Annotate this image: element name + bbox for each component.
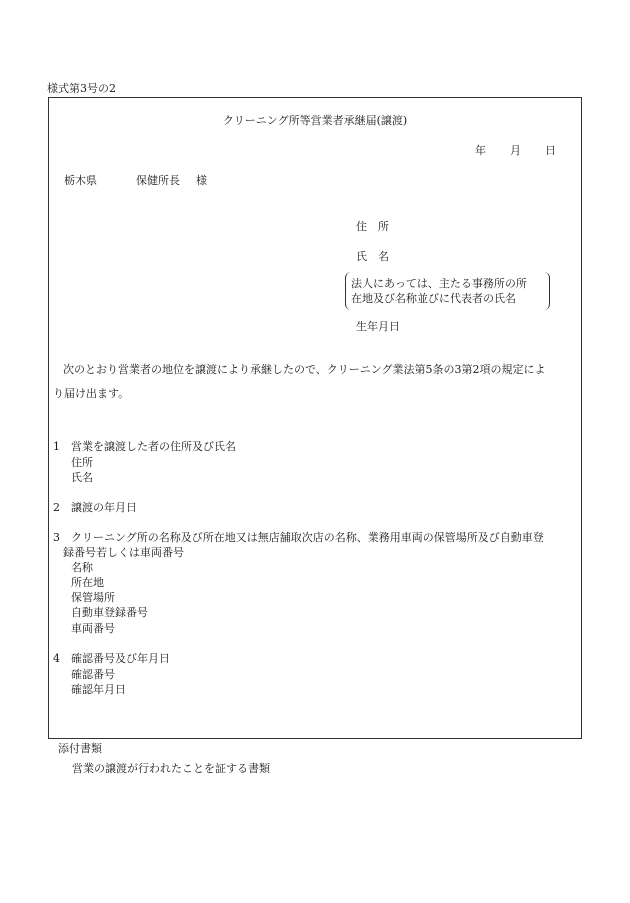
- attachments-item: 営業の譲渡が行われたことを証する書類: [72, 762, 270, 775]
- item3-title-line1: クリーニング所の名称及び所在地又は無店舗取次店の名称、業務用車両の保管場所及び自動車登: [71, 531, 544, 544]
- date-month-label: 月: [510, 144, 521, 157]
- attachments-label: 添付書類: [58, 742, 102, 755]
- birthdate-label: 生年月日: [356, 320, 400, 333]
- item3-registration-label: 自動車登録番号: [71, 606, 148, 619]
- date-day-label: 日: [545, 144, 556, 157]
- item1-number: 1: [53, 440, 60, 453]
- page-title: クリーニング所等営業者承継届(譲渡): [222, 114, 408, 127]
- corporate-note-line2: 在地及び名称並びに代表者の氏名: [351, 292, 516, 305]
- item3-vehicle-number-label: 車両番号: [71, 622, 115, 635]
- item2-number: 2: [53, 501, 60, 514]
- addressee-honorific: 様: [196, 174, 207, 187]
- form-frame: [48, 97, 582, 739]
- form-number: 様式第3号の2: [47, 82, 116, 95]
- body-text-line1: 次のとおり営業者の地位を譲渡により承継したので、クリーニング業法第5条の3第2項の規定によ: [63, 363, 546, 376]
- addressee-office: 保健所長: [136, 174, 180, 187]
- item2-title: 譲渡の年月日: [71, 501, 137, 514]
- item4-number: 4: [53, 652, 60, 665]
- item1-title: 営業を譲渡した者の住所及び氏名: [71, 440, 236, 453]
- item4-confirmation-date-label: 確認年月日: [71, 683, 126, 696]
- item4-title: 確認番号及び年月日: [71, 652, 170, 665]
- item3-location-label: 所在地: [71, 576, 104, 589]
- date-year-label: 年: [475, 144, 486, 157]
- body-text-line2: り届け出ます。: [53, 387, 130, 400]
- address-label: 住 所: [356, 220, 389, 233]
- item1-name-label: 氏名: [71, 471, 93, 484]
- name-label: 氏 名: [356, 250, 389, 263]
- item3-facility-name-label: 名称: [71, 561, 93, 574]
- addressee-prefecture: 栃木県: [64, 174, 97, 187]
- item4-confirmation-number-label: 確認番号: [71, 668, 115, 681]
- item3-storage-label: 保管場所: [71, 591, 115, 604]
- item3-title-line2: 録番号若しくは車両番号: [63, 546, 184, 559]
- item3-number: 3: [53, 531, 60, 544]
- item1-address-label: 住所: [71, 456, 93, 469]
- corporate-note-line1: 法人にあっては、主たる事務所の所: [351, 277, 527, 290]
